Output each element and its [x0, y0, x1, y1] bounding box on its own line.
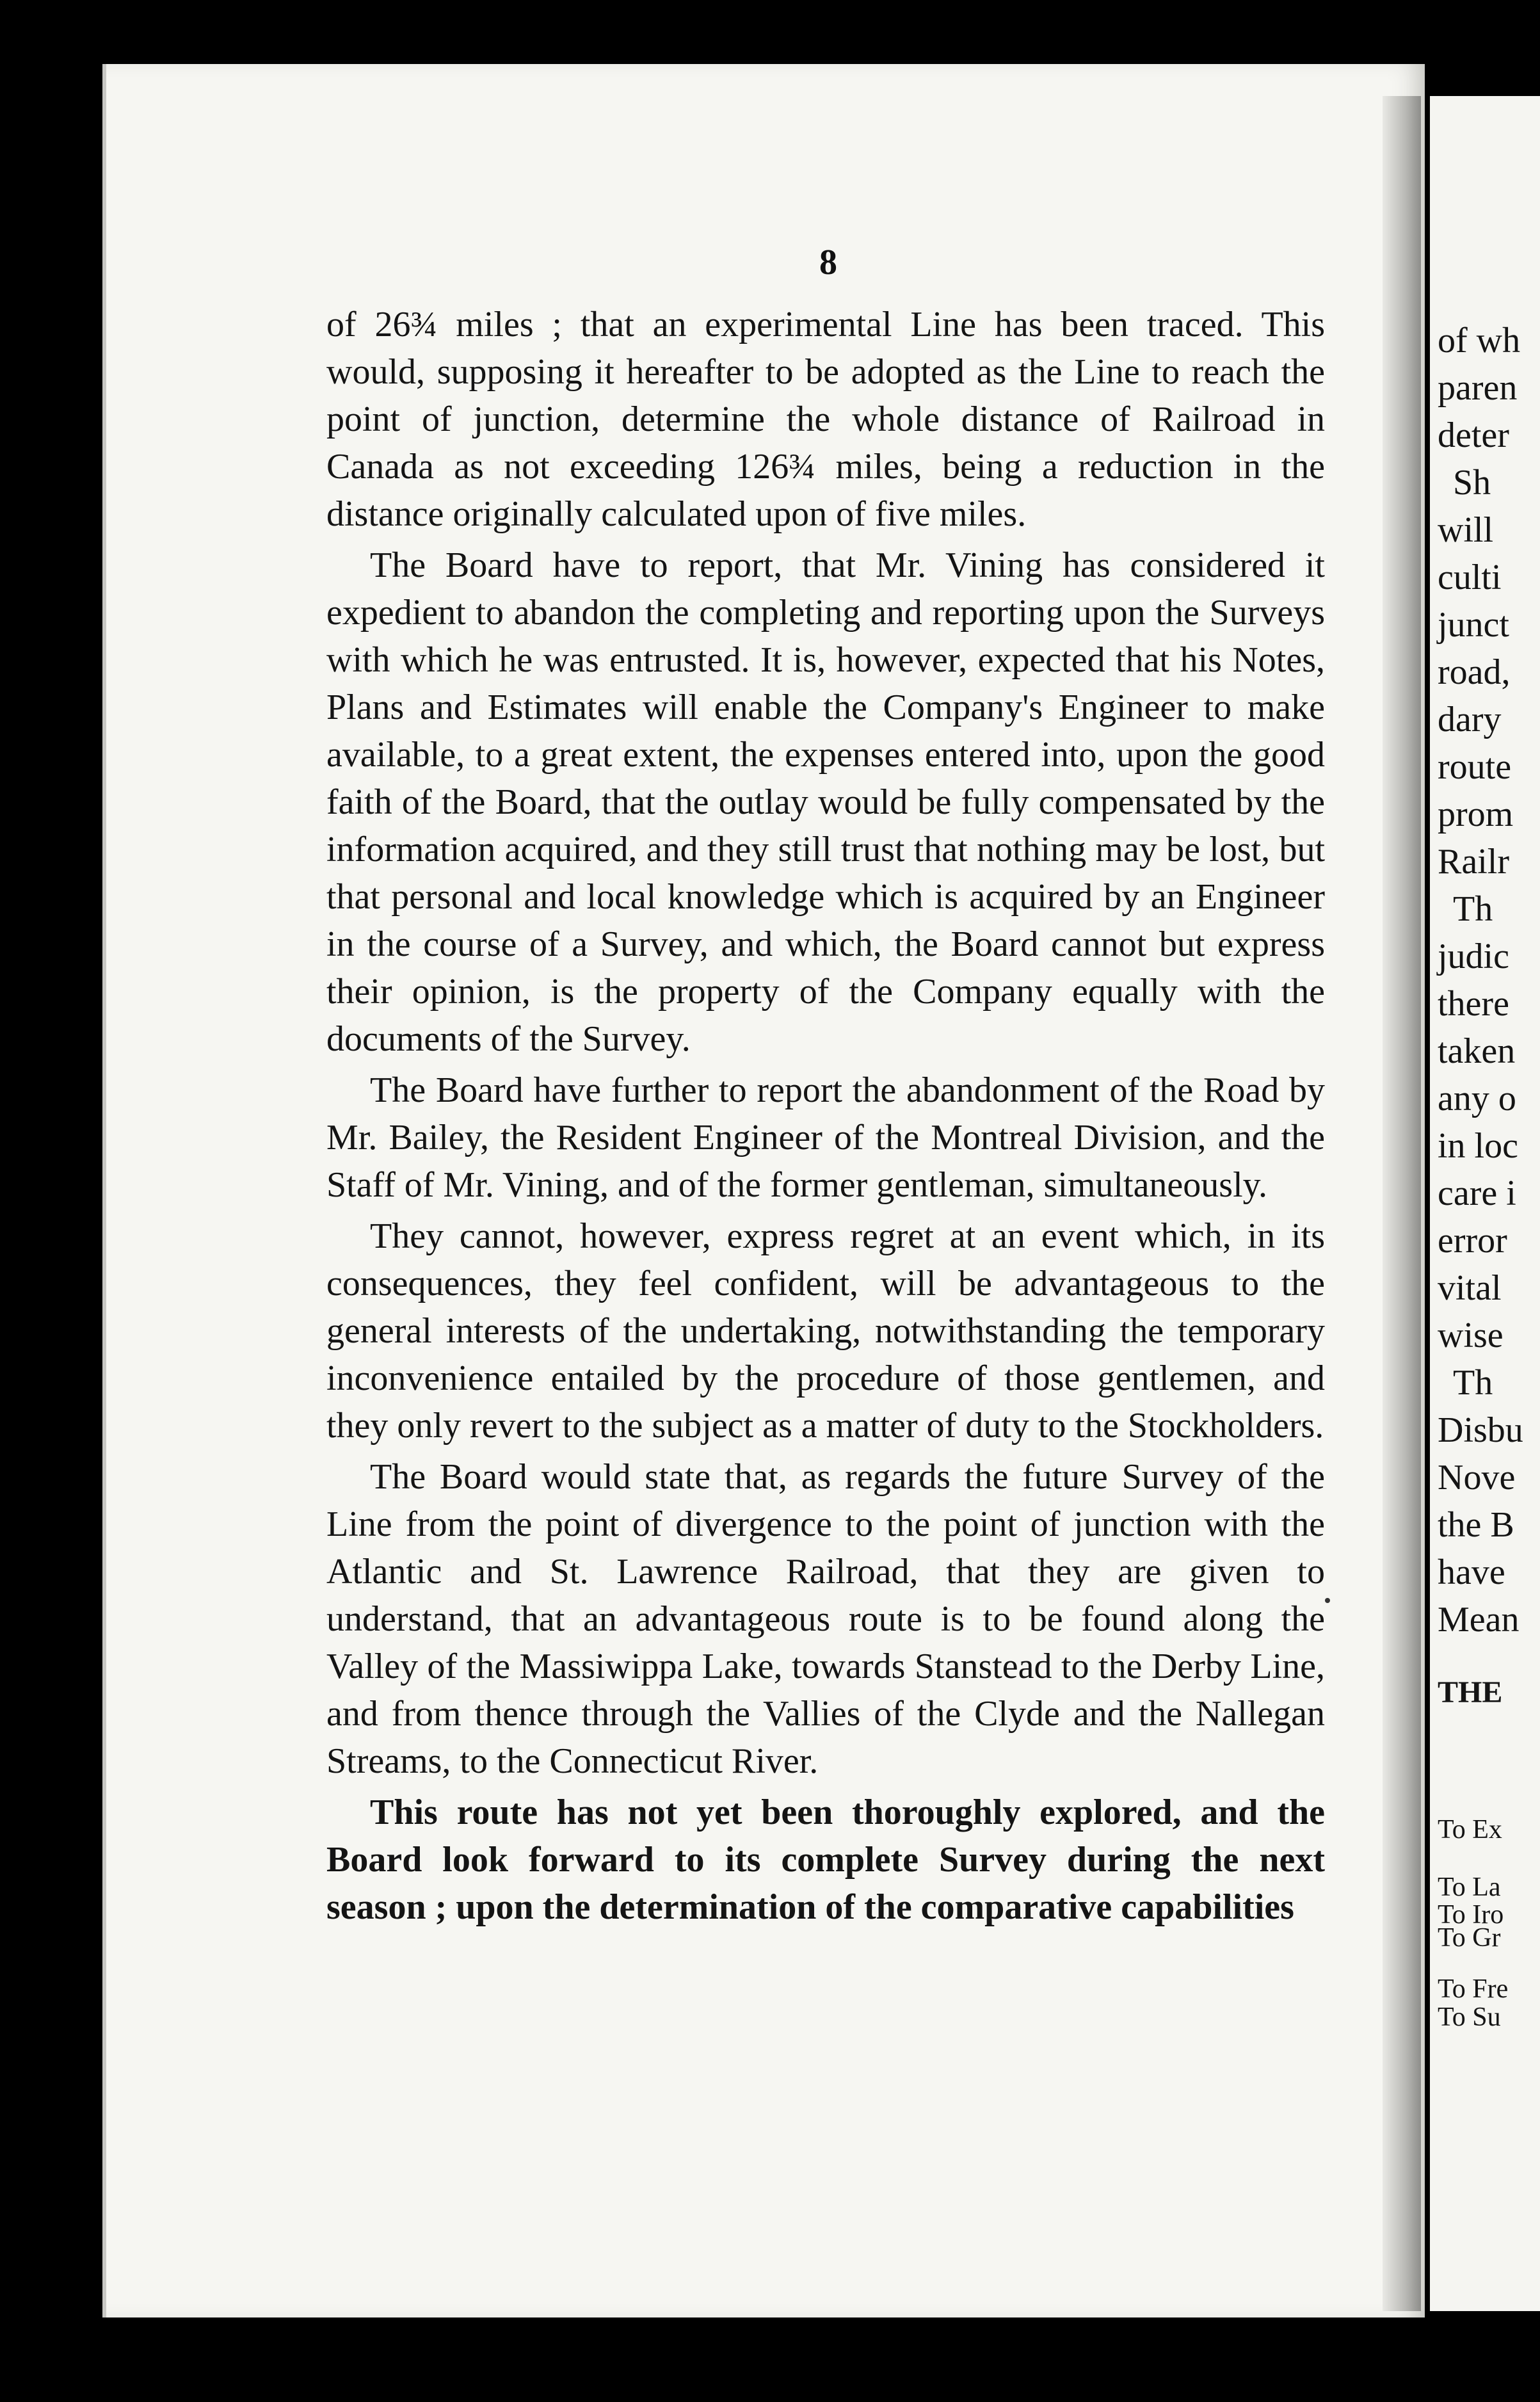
facing-line: taken — [1438, 1031, 1516, 1071]
facing-line: Sh — [1453, 463, 1491, 503]
facing-account-line: To Su — [1438, 2003, 1501, 2032]
facing-line: Railr — [1438, 842, 1509, 882]
facing-line: junct — [1438, 605, 1509, 645]
facing-account-line: To Ex — [1438, 1815, 1502, 1844]
facing-line: in loc — [1438, 1126, 1518, 1166]
facing-line: Th — [1453, 1363, 1493, 1403]
facing-line: will — [1438, 510, 1494, 550]
facing-line: Disbu — [1438, 1410, 1523, 1450]
facing-line: judic — [1438, 937, 1509, 976]
facing-line: there — [1438, 984, 1509, 1024]
facing-line: Th — [1453, 889, 1493, 929]
paragraph: The Board have to report, that Mr. Vining has considered it expedient to abandon the completing and reporting upon the Surveys with which he was entrusted. It is, however, expected that his Notes, Plans and Estimates will enable the Company's Engineer to make available, to a great extent, the expenses entered into, upon the good faith of the Board, that the outlay would be fully compensated by the information acquired, and they still trust that nothing may be lost, but that personal and local knowledge which is acquired by an Engineer in the course of a Survey, and which, the Board cannot but express their opinion, is the property of the Company equally with the documents of the Survey. — [326, 545, 1325, 1059]
facing-line: Nove — [1438, 1458, 1516, 1497]
facing-line: wise — [1438, 1316, 1504, 1355]
body-text — [326, 301, 1325, 1935]
page-number: 8 — [819, 243, 837, 282]
facing-line: paren — [1438, 368, 1518, 408]
facing-line: the B — [1438, 1505, 1514, 1545]
facing-line: vital — [1438, 1268, 1502, 1308]
facing-line: prom — [1438, 794, 1514, 834]
facing-line: error — [1438, 1221, 1507, 1261]
facing-account-line: To Gr — [1438, 1923, 1501, 1953]
paragraph: This route has not yet been thoroughly explored, and the Board look forward to its complete Survey during the next season ; upon the determination of the comparative capabilities — [326, 1793, 1325, 1927]
facing-line: culti — [1438, 558, 1502, 597]
facing-account-line: To Iro — [1438, 1900, 1504, 1930]
facing-line: route — [1438, 747, 1512, 787]
facing-heading: THE — [1438, 1675, 1503, 1709]
paragraph: They cannot, however, express regret at an event which, in its consequences, they feel confident, will be advantageous to the general interests of the undertaking, notwithstanding the temporary inconvenience entailed by the procedure of those gentlemen, and they only revert to the subject as a matter of duty to the Stockholders. — [326, 1216, 1325, 1446]
facing-line: any o — [1438, 1079, 1516, 1118]
facing-line: care i — [1438, 1173, 1516, 1213]
facing-line: of wh — [1438, 321, 1521, 360]
ink-speck — [1325, 1598, 1330, 1603]
facing-account-line: To Fre — [1438, 1974, 1509, 2004]
paragraph: The Board would state that, as regards the future Survey of the Line from the point of divergence to the point of junction with the Atlantic and St. Lawrence Railroad, that they are given to understand, that an advantageous route is to be found along the Valley of the Massiwippa Lake, towards Stanstead to the Derby Line, and from thence through the Vallies of the Clyde and the Nallegan Streams, to the Connecticut River. — [326, 1457, 1325, 1781]
paragraph: The Board have further to report the abandonment of the Road by Mr. Bailey, the Resident Engineer of the Montreal Division, and the Staff of Mr. Vining, and of the former gentleman, simultaneously. — [326, 1070, 1325, 1205]
facing-line: deter — [1438, 415, 1509, 455]
right-page — [1430, 96, 1540, 2311]
facing-line: have — [1438, 1552, 1505, 1592]
facing-account-line: To La — [1438, 1873, 1501, 1902]
book-gutter — [1383, 96, 1421, 2311]
paragraph: of 26¾ miles ; that an experimental Line has been traced. This would, supposing it hereafter to be adopted as the Line to reach the point of junction, determine the whole distance of Railroad in Canada as not exceeding 126¾ miles, being a reduction in the distance originally calculated upon of five miles. — [326, 305, 1325, 534]
facing-line: dary — [1438, 700, 1502, 739]
facing-line: Mean — [1438, 1600, 1520, 1640]
facing-line: road, — [1438, 652, 1511, 692]
facing-page-text — [1438, 317, 1523, 2031]
